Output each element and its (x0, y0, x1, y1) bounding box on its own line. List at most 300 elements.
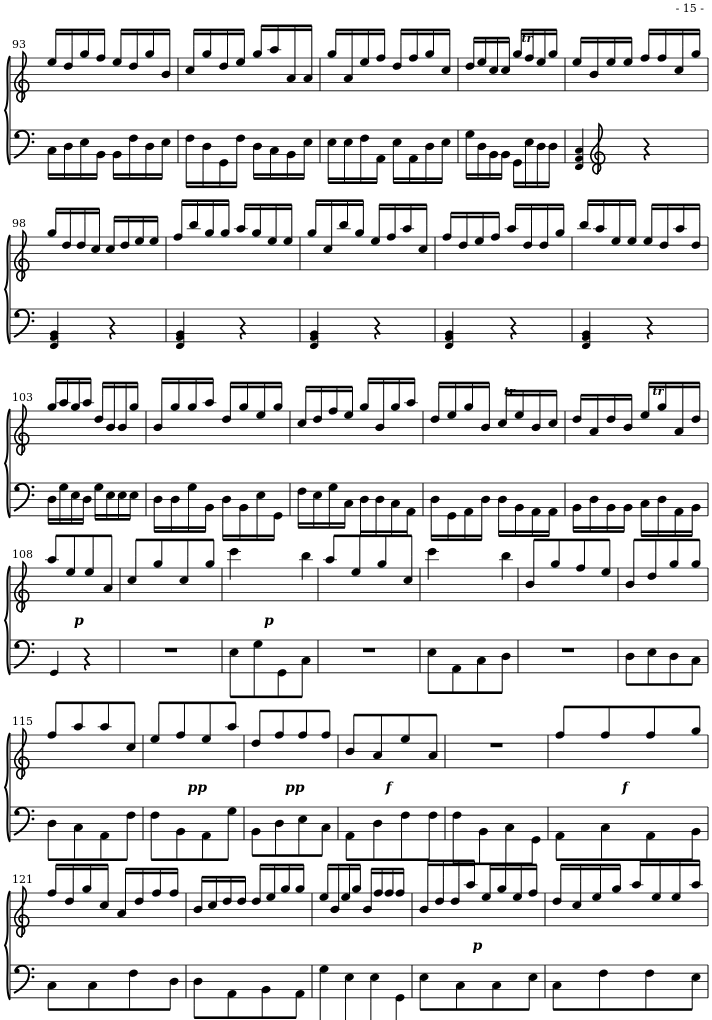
dynamic-marking: p (74, 612, 84, 629)
note (187, 383, 197, 411)
measure (127, 540, 215, 652)
note (579, 201, 589, 229)
measure (552, 861, 703, 1010)
note (691, 503, 701, 531)
note (478, 827, 488, 855)
score-system (5, 536, 708, 697)
note (640, 391, 650, 419)
note (105, 225, 115, 253)
measure (419, 861, 538, 1010)
note (643, 217, 653, 245)
note (390, 499, 400, 527)
note (170, 383, 180, 411)
treble-clef-icon (15, 729, 29, 779)
note (531, 403, 541, 431)
note (297, 399, 307, 427)
note (452, 811, 462, 839)
note (458, 221, 468, 249)
note (128, 42, 138, 70)
note (477, 142, 487, 170)
note (428, 811, 438, 839)
note (548, 399, 558, 427)
note (489, 46, 499, 74)
note (204, 503, 214, 531)
note (251, 877, 261, 905)
note (193, 977, 203, 1005)
measure (307, 201, 428, 350)
quarter-rest-icon (647, 317, 653, 339)
note (555, 711, 565, 739)
note (589, 50, 599, 78)
note (514, 503, 524, 531)
note (408, 34, 418, 62)
note (204, 209, 214, 237)
measure-number: 108 (12, 548, 33, 561)
note (611, 217, 621, 245)
note (552, 877, 562, 905)
note (126, 723, 136, 751)
measure (572, 30, 701, 171)
note (539, 221, 549, 249)
measure (465, 30, 558, 187)
note (691, 973, 701, 1001)
note (222, 495, 232, 523)
note (202, 142, 212, 170)
note (659, 221, 669, 249)
note (298, 711, 308, 739)
note (47, 209, 57, 237)
note (425, 142, 435, 170)
note (552, 981, 562, 1009)
note (359, 383, 369, 411)
note (96, 150, 106, 178)
measure (47, 209, 159, 350)
note (128, 969, 138, 997)
note (295, 989, 305, 1017)
note (117, 890, 127, 918)
note (528, 869, 538, 897)
note (344, 499, 354, 527)
note (134, 877, 144, 905)
note (76, 221, 86, 249)
note (550, 540, 560, 568)
note (229, 547, 239, 575)
note (256, 391, 266, 419)
note (227, 703, 237, 731)
note (47, 146, 57, 174)
quarter-rest-icon (240, 317, 246, 339)
measure (45, 536, 113, 677)
note (47, 536, 57, 564)
note (646, 711, 656, 739)
note (129, 491, 139, 519)
note (507, 205, 517, 233)
note (428, 732, 438, 760)
note (691, 707, 701, 735)
note (120, 221, 130, 249)
note (253, 640, 263, 668)
chord (49, 651, 59, 677)
note (277, 669, 287, 697)
note (236, 205, 246, 233)
note (252, 209, 262, 237)
note (62, 221, 72, 249)
note (47, 383, 57, 411)
measure (625, 540, 701, 685)
note (476, 656, 486, 684)
note (548, 142, 558, 170)
note (201, 715, 211, 743)
measure (430, 383, 558, 540)
quarter-rest-icon (644, 138, 650, 160)
quarter-rest-icon (84, 648, 90, 670)
note (427, 547, 437, 575)
measure (327, 30, 451, 183)
note (625, 560, 635, 588)
treble-clef-icon (15, 405, 29, 455)
note (161, 138, 171, 166)
bass-clef-icon (14, 131, 34, 158)
note (176, 827, 186, 855)
note (63, 142, 73, 170)
note (323, 225, 333, 253)
note (452, 664, 462, 692)
whole-rest-icon (562, 648, 574, 652)
note (376, 154, 386, 182)
note (691, 395, 701, 423)
note (345, 727, 355, 755)
note (441, 46, 451, 74)
note (70, 383, 80, 411)
treble-staff (10, 893, 708, 926)
bass-clef-icon (14, 808, 34, 835)
note (651, 873, 661, 901)
note (236, 134, 246, 162)
note (691, 540, 701, 568)
note (392, 138, 402, 166)
brace-icon (5, 566, 10, 675)
note (548, 507, 558, 535)
note (481, 403, 491, 431)
dynamic-marking: f (385, 779, 392, 796)
note (88, 981, 98, 1009)
note (269, 146, 279, 174)
note (273, 512, 283, 540)
brace-icon (5, 891, 10, 1000)
note (505, 823, 515, 851)
note (600, 823, 610, 851)
measure (577, 201, 701, 350)
measure (193, 865, 305, 1018)
brace-icon (5, 56, 10, 165)
note (236, 38, 246, 66)
note (392, 42, 402, 70)
note (267, 217, 277, 245)
note (73, 703, 83, 731)
note (313, 491, 323, 519)
note (344, 973, 354, 1001)
note (100, 703, 110, 731)
note (572, 881, 582, 909)
measure (572, 383, 701, 536)
measure-number: 98 (12, 217, 26, 230)
note (303, 138, 313, 166)
note (418, 225, 428, 253)
measure (425, 547, 513, 692)
note (261, 985, 271, 1013)
note (646, 831, 656, 859)
note (360, 134, 370, 162)
dynamic-marking: p (472, 937, 483, 954)
note (112, 38, 122, 66)
note (283, 217, 293, 245)
chord (574, 129, 584, 172)
trill-mark: tr (652, 385, 664, 398)
note (403, 556, 413, 584)
note (179, 556, 189, 584)
note (497, 495, 507, 523)
note (219, 42, 229, 70)
note (100, 831, 110, 859)
note (481, 873, 491, 901)
note (94, 395, 104, 423)
measure (47, 865, 179, 1010)
note (645, 969, 655, 997)
note (220, 209, 230, 237)
note (70, 491, 80, 519)
note (274, 819, 284, 847)
note (576, 544, 586, 572)
note (691, 221, 701, 249)
note (345, 831, 355, 859)
note (307, 209, 317, 237)
note (161, 50, 171, 78)
treble-clef-icon (15, 887, 29, 937)
note (400, 715, 410, 743)
note (598, 969, 608, 997)
note (327, 138, 337, 166)
note (669, 652, 679, 680)
dynamic-marking: p (264, 612, 274, 629)
note (640, 34, 650, 62)
note (370, 973, 380, 1001)
note (150, 715, 160, 743)
dynamic-marking: pp (285, 779, 305, 796)
note (150, 811, 160, 839)
note (631, 861, 641, 889)
measure-number: 115 (12, 715, 33, 728)
brace-icon (5, 235, 10, 344)
note (406, 507, 416, 535)
note (252, 142, 262, 170)
note (375, 403, 385, 431)
trill-mark: tr (504, 385, 515, 398)
measure (525, 540, 611, 652)
treble-clef-icon (591, 124, 605, 174)
note (465, 42, 475, 70)
note (377, 540, 387, 568)
note (501, 46, 511, 74)
note (341, 873, 351, 901)
note (301, 551, 311, 579)
dynamic-marking: f (622, 779, 629, 796)
note (362, 885, 372, 913)
measure (297, 379, 418, 536)
note (208, 881, 218, 909)
note (303, 55, 313, 83)
note (325, 536, 335, 564)
note (106, 403, 116, 431)
note (251, 719, 261, 747)
note (595, 205, 605, 233)
note (103, 565, 113, 593)
brace-icon (5, 409, 10, 518)
measure (319, 865, 405, 1020)
note (176, 711, 186, 739)
bass-clef-icon (14, 966, 34, 993)
note (395, 994, 405, 1020)
quarter-rest-icon (109, 317, 115, 339)
note (94, 483, 104, 511)
note (359, 495, 369, 523)
quarter-rest-icon (510, 317, 516, 339)
note (229, 648, 239, 676)
note (205, 540, 215, 568)
note (47, 711, 57, 739)
note (647, 648, 657, 676)
note (373, 732, 383, 760)
note (343, 55, 353, 83)
note (524, 138, 534, 166)
measure (323, 536, 413, 652)
note (465, 130, 475, 158)
note (464, 507, 474, 535)
note (313, 395, 323, 423)
score-system (5, 703, 708, 864)
note (450, 877, 460, 905)
measure (173, 201, 293, 350)
note (169, 977, 179, 1005)
note (173, 213, 183, 241)
note (525, 560, 535, 588)
note (327, 30, 337, 58)
note (528, 973, 538, 1001)
bass-staff (10, 483, 708, 516)
whole-rest-icon (165, 648, 177, 652)
note (330, 885, 340, 913)
whole-rest-icon (363, 648, 375, 652)
note (442, 213, 452, 241)
note (600, 711, 610, 739)
note (80, 138, 90, 166)
note (455, 981, 465, 1009)
note (47, 819, 57, 847)
bass-staff (10, 309, 708, 342)
note (691, 827, 701, 855)
note (187, 483, 197, 511)
note (355, 209, 365, 237)
note (328, 483, 338, 511)
note (117, 403, 127, 431)
trill-mark: tr (521, 32, 533, 45)
note (153, 403, 163, 431)
measure-number: 121 (12, 873, 33, 886)
note (126, 811, 136, 839)
note (82, 495, 92, 523)
note (321, 711, 331, 739)
note (222, 395, 232, 423)
note (501, 150, 511, 178)
note (185, 46, 195, 74)
note (360, 38, 370, 66)
bass-clef-icon (14, 484, 34, 511)
note (390, 383, 400, 411)
score-system (5, 201, 708, 350)
note (298, 815, 308, 843)
note (474, 217, 484, 245)
note (47, 981, 57, 1009)
note (227, 989, 237, 1017)
note (441, 138, 451, 166)
score-system (5, 26, 708, 187)
note (227, 807, 237, 835)
measure-number: 93 (12, 38, 26, 51)
measure (442, 205, 565, 350)
note (266, 873, 276, 901)
note (589, 495, 599, 523)
note (481, 495, 491, 523)
note (153, 495, 163, 523)
note (84, 548, 94, 576)
note (128, 134, 138, 162)
note (99, 881, 109, 909)
note (47, 869, 57, 897)
whole-rest-icon (491, 743, 503, 747)
note (555, 209, 565, 237)
note (497, 399, 507, 427)
note (59, 483, 69, 511)
note (73, 823, 83, 851)
note (286, 55, 296, 83)
note (239, 503, 249, 531)
measure (47, 703, 136, 860)
note (63, 42, 73, 70)
note (145, 142, 155, 170)
note (321, 823, 331, 851)
note (66, 548, 76, 576)
note (427, 648, 437, 676)
note (623, 403, 633, 431)
treble-clef-icon (15, 231, 29, 281)
bass-staff (10, 807, 708, 840)
measure (452, 743, 541, 864)
note (627, 217, 637, 245)
bass-staff (10, 640, 708, 673)
note (572, 395, 582, 423)
note (252, 30, 262, 58)
note (193, 885, 203, 913)
note (419, 885, 429, 913)
note (153, 540, 163, 568)
note (671, 873, 681, 901)
note (400, 811, 410, 839)
note (430, 495, 440, 523)
note (447, 391, 457, 419)
note (274, 711, 284, 739)
note (435, 877, 445, 905)
brace-icon (5, 733, 10, 842)
note (592, 873, 602, 901)
